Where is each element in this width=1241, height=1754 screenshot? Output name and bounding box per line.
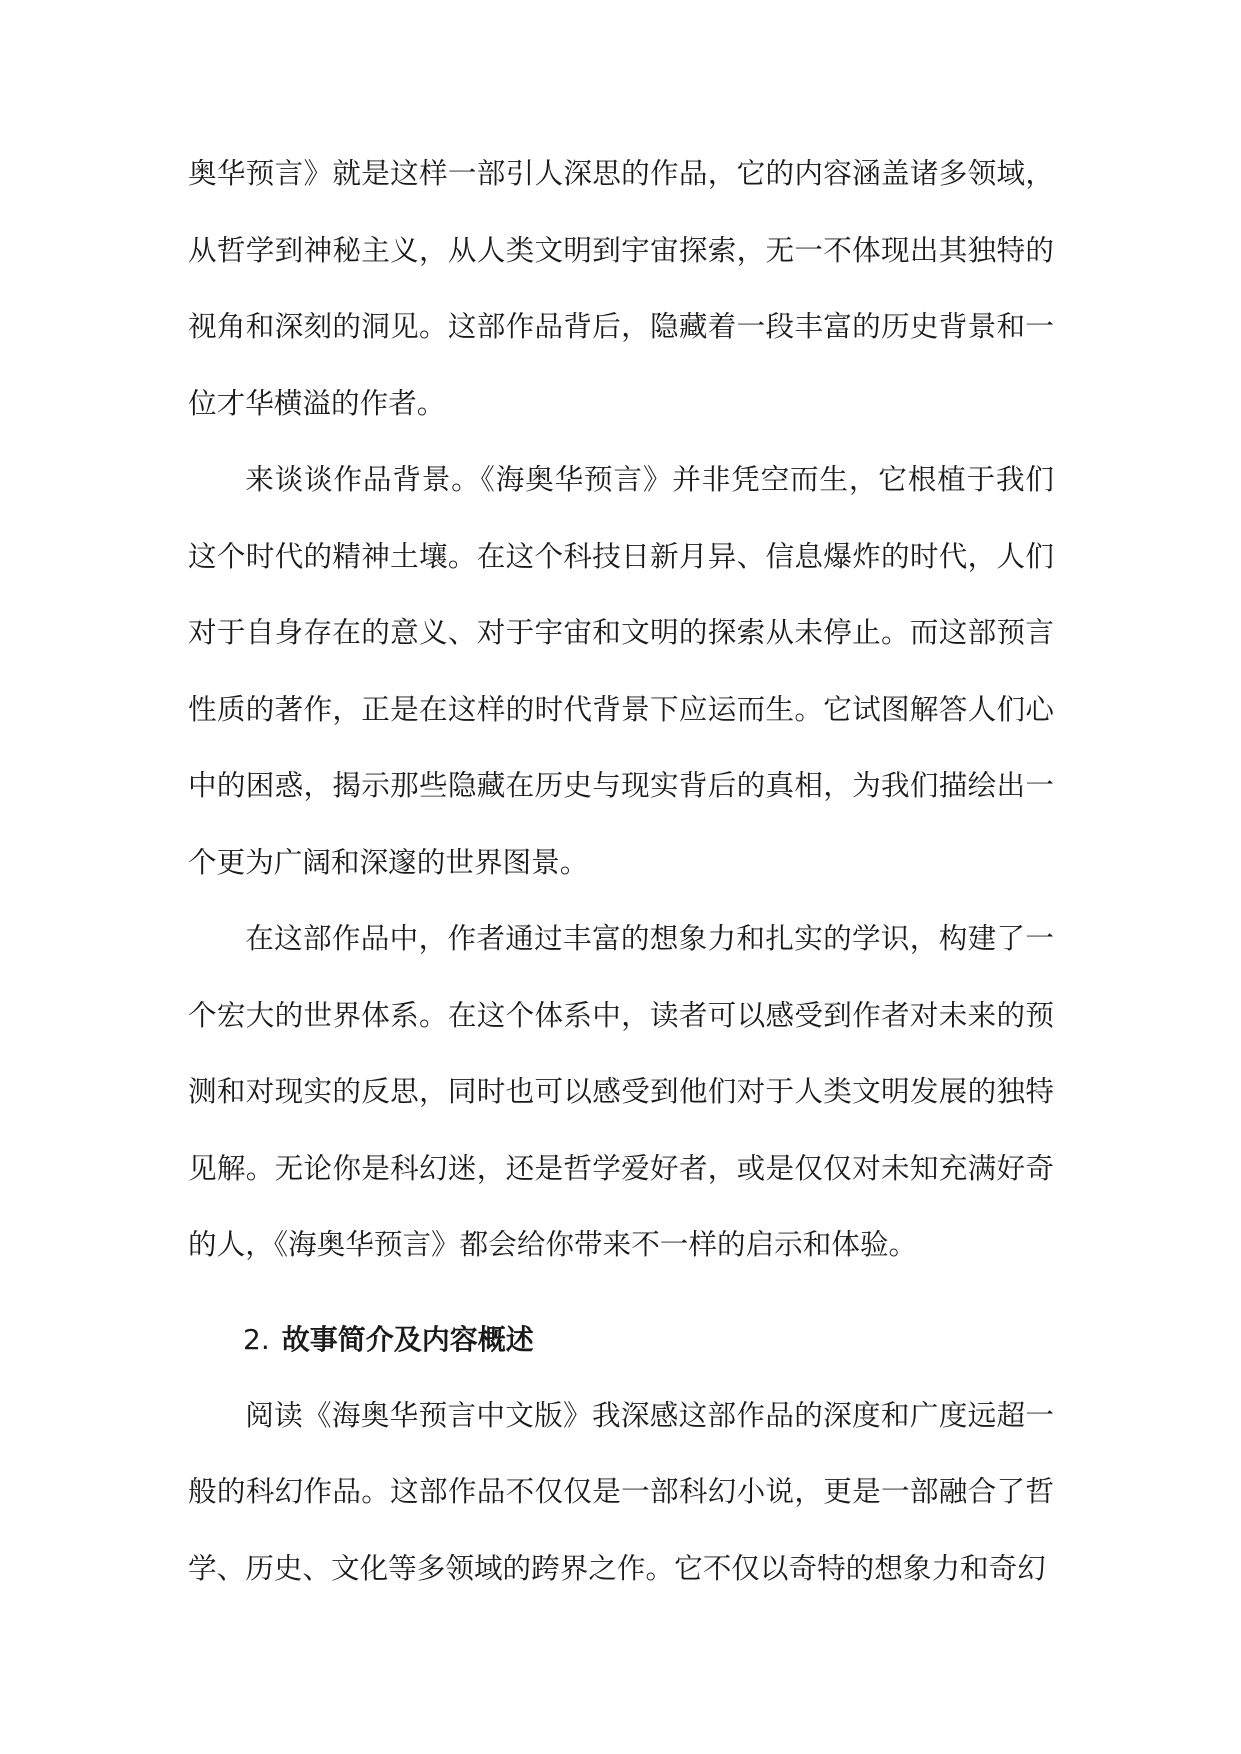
- section-number: 2.: [243, 1322, 270, 1356]
- paragraph-story-overview: 阅读《海奥华预言中文版》我深感这部作品的深度和广度远超一般的科幻作品。这部作品不仅仅是一部科幻小说，更是一部融合了哲学、历史、文化等多领域的跨界之作。它不仅以奇特的想象力和奇幻: [188, 1397, 1054, 1585]
- paragraph-continued: 奥华预言》就是这样一部引人深思的作品，它的内容涵盖诸多领域，从哲学到神秘主义，从人类文明到宇宙探索，无一不体现出其独特的视角和深刻的洞见。这部作品背后，隐藏着一段丰富的历史背景和一位才华横溢的作者。: [188, 156, 1054, 420]
- section-title: 故事简介及内容概述: [281, 1322, 534, 1356]
- paragraph-world-system: 在这部作品中，作者通过丰富的想象力和扎实的学识，构建了一个宏大的世界体系。在这个体系中，读者可以感受到作者对未来的预测和对现实的反思，同时也可以感受到他们对于人类文明发展的独特见解。无论你是科幻迷，还是哲学爱好者，或是仅仅对未知充满好奇的人，《海奥华预言》都会给你带来不一样的启示和体验。: [188, 921, 1054, 1261]
- paragraph-background: 来谈谈作品背景。《海奥华预言》并非凭空而生，它根植于我们这个时代的精神土壤。在这个科技日新月异、信息爆炸的时代，人们对于自身存在的意义、对于宇宙和文明的探索从未停止。而这部预言性质的著作，正是在这样的时代背景下应运而生。它试图解答人们心中的困惑，揭示那些隐藏在历史与现实背后的真相，为我们描绘出一个更为广阔和深邃的世界图景。: [188, 462, 1054, 879]
- section-heading: [188, 1303, 1054, 1377]
- document-body: [188, 135, 1054, 1606]
